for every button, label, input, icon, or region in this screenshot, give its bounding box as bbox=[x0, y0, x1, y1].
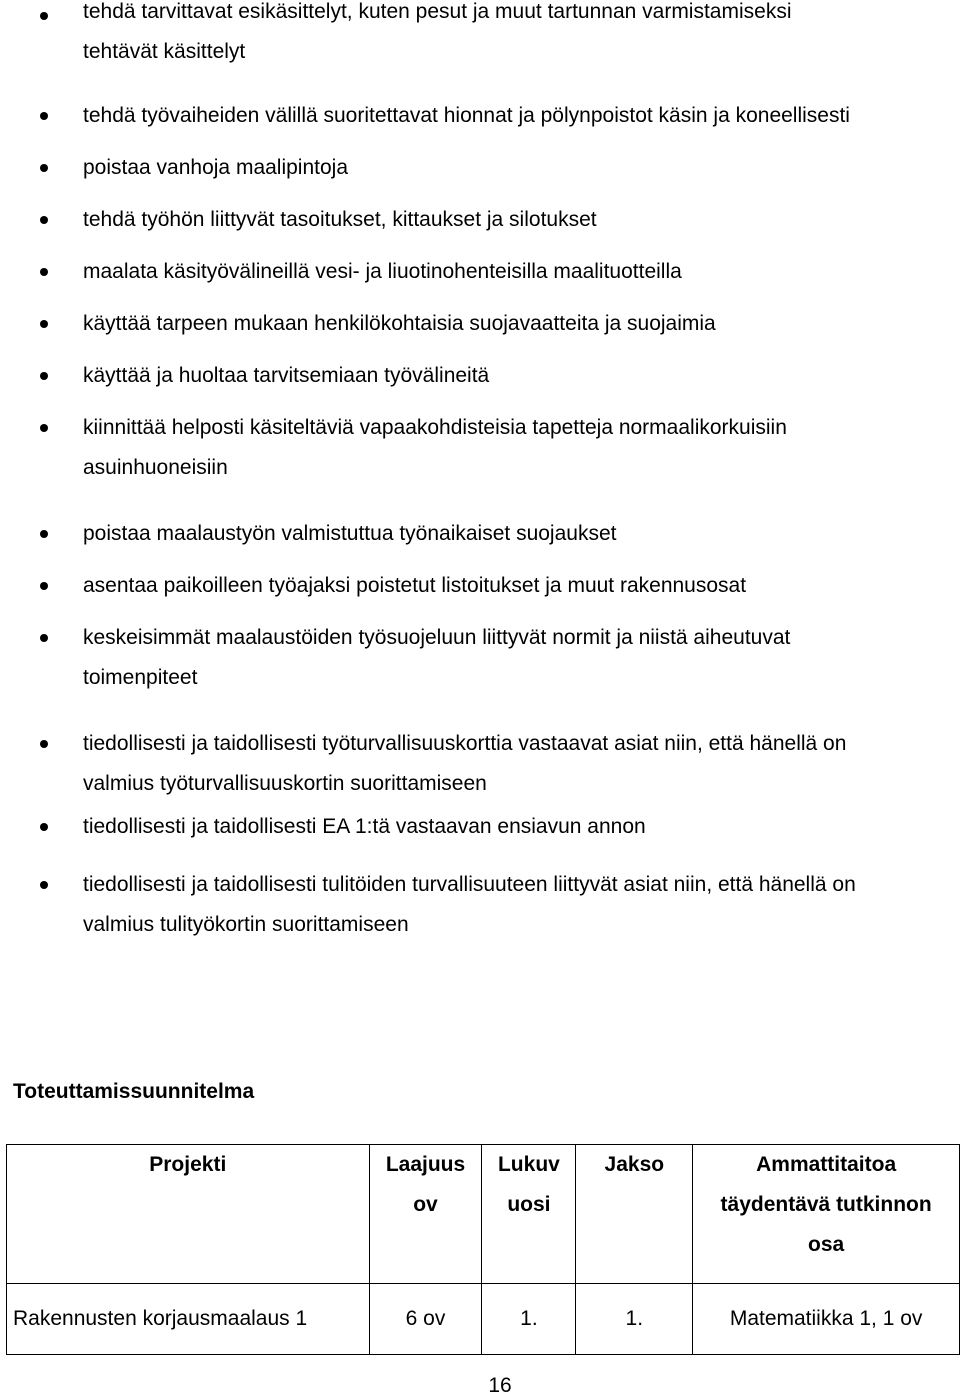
page-number: 16 bbox=[488, 1374, 512, 1397]
table-header-row bbox=[7, 1145, 960, 1284]
header-projekti: Projekti bbox=[7, 1145, 370, 1284]
cell-jakso: 1. bbox=[576, 1284, 693, 1355]
list-item-text: keskeisimmät maalaustöiden työsuojeluun liittyvät normit ja niistä aiheutuvat toimenpiteet bbox=[83, 626, 791, 689]
bullet-dot-icon bbox=[40, 881, 48, 889]
list-item-text: tiedollisesti ja taidollisesti tulitöiden turvallisuuteen liittyvät asiat niin, että hänellä on valmius tulityökortin suorittamiseen bbox=[83, 873, 856, 936]
list-item-text: tiedollisesti ja taidollisesti EA 1:tä vastaavan ensiavun annon bbox=[83, 815, 646, 838]
header-ammattitaitoa: Ammattitaitoa täydentävä tutkinnon osa bbox=[693, 1145, 960, 1284]
section-title: Toteuttamissuunnitelma bbox=[13, 1080, 255, 1103]
bullet-dot-icon bbox=[40, 268, 48, 276]
bullet-dot-icon bbox=[40, 582, 48, 590]
bullet-dot-icon bbox=[40, 164, 48, 172]
header-laajuus: Laajuus ov bbox=[369, 1145, 482, 1284]
list-item-text: poistaa maalaustyön valmistuttua työnaikaiset suojaukset bbox=[83, 522, 617, 545]
plan-table bbox=[6, 1144, 960, 1355]
bullet-dot-icon bbox=[40, 424, 48, 432]
cell-lukuvuosi: 1. bbox=[482, 1284, 576, 1355]
list-item-text: poistaa vanhoja maalipintoja bbox=[83, 156, 349, 179]
cell-projekti: Rakennusten korjausmaalaus 1 bbox=[7, 1284, 370, 1355]
list-item-text: asentaa paikoilleen työajaksi poistetut listoitukset ja muut rakennusosat bbox=[83, 574, 747, 597]
bullet-dot-icon bbox=[40, 634, 48, 642]
table-row bbox=[7, 1284, 960, 1355]
list-item-text: tehdä tarvittavat esikäsittelyt, kuten pesut ja muut tartunnan varmistamiseksi tehtävät käsittelyt bbox=[83, 0, 792, 63]
bullet-dot-icon bbox=[40, 372, 48, 380]
bullet-dot-icon bbox=[40, 530, 48, 538]
list-item-text: tehdä työhön liittyvät tasoitukset, kittaukset ja silotukset bbox=[83, 208, 597, 231]
list-item-text: maalata käsityövälineillä vesi- ja liuotinohenteisilla maalituotteilla bbox=[83, 260, 682, 283]
list-item-text: tehdä työvaiheiden välillä suoritettavat hionnat ja pölynpoistot käsin ja koneellisesti bbox=[83, 104, 850, 127]
cell-laajuus: 6 ov bbox=[369, 1284, 482, 1355]
list-item-text: käyttää ja huoltaa tarvitsemiaan työvälineitä bbox=[83, 364, 490, 387]
bullet-dot-icon bbox=[40, 320, 48, 328]
bullet-dot-icon bbox=[40, 740, 48, 748]
header-jakso: Jakso bbox=[576, 1145, 693, 1284]
bullet-dot-icon bbox=[40, 823, 48, 831]
bullet-dot-icon bbox=[40, 112, 48, 120]
cell-ammattitaitoa: Matematiikka 1, 1 ov bbox=[693, 1284, 960, 1355]
list-item-text: käyttää tarpeen mukaan henkilökohtaisia suojavaatteita ja suojaimia bbox=[83, 312, 716, 335]
header-lukuvuosi: Lukuv uosi bbox=[482, 1145, 576, 1284]
list-item-text: tiedollisesti ja taidollisesti työturvallisuuskorttia vastaavat asiat niin, että hänellä on valmius työturvallisuuskortin suorittamiseen bbox=[83, 732, 847, 795]
bullet-dot-icon bbox=[40, 12, 48, 20]
bullet-dot-icon bbox=[40, 216, 48, 224]
list-item-text: kiinnittää helposti käsiteltäviä vapaakohdisteisia tapetteja normaalikorkuisiin asuinhuoneisiin bbox=[83, 416, 787, 479]
